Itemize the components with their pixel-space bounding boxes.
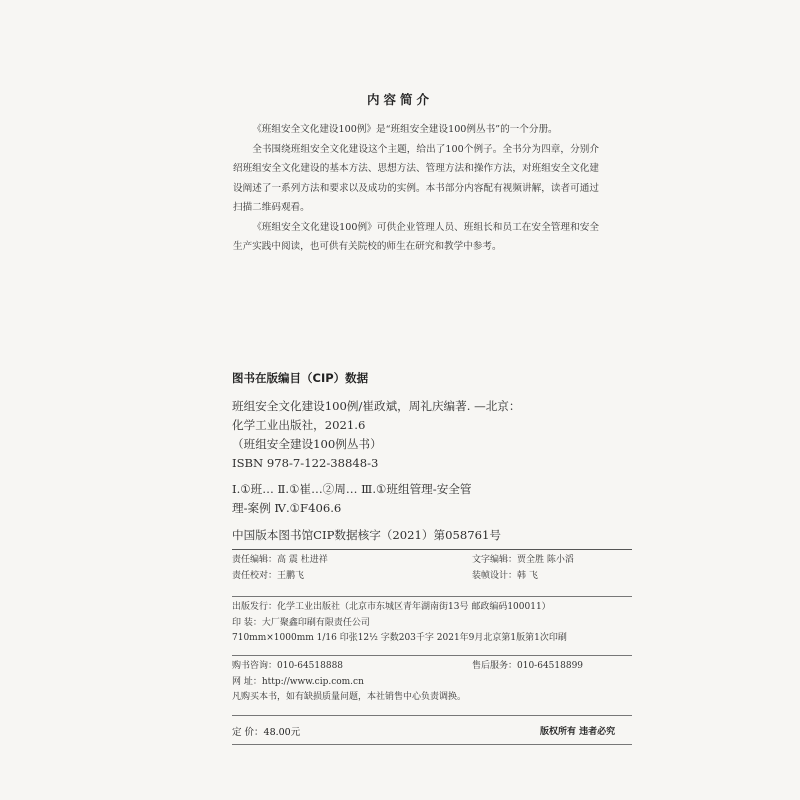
cip-line: （班组安全建设100例丛书） — [232, 437, 382, 451]
divider — [232, 549, 632, 550]
printer: 印 装：大厂聚鑫印刷有限责任公司 — [232, 617, 370, 628]
publication-block — [232, 600, 632, 647]
cip-number: 中国版本图书馆CIP数据核字（2021）第058761号 — [232, 528, 501, 542]
staff-block — [232, 553, 632, 584]
cip-line: ISBN 978-7-122-38848-3 — [232, 456, 379, 470]
rights-notice: 版权所有 违者必究 — [540, 727, 616, 737]
intro-paragraph: 《班组安全文化建设100例》是“班组安全建设100例丛书”的一个分册。 — [252, 124, 558, 135]
cip-line: 班组安全文化建设100例/崔政斌，周礼庆编著. —北京： — [232, 399, 521, 413]
intro-title: 内容简介 — [366, 92, 433, 107]
proofreader: 责任校对：王鹏飞 — [232, 570, 305, 581]
contact-block — [232, 659, 632, 706]
publisher: 出版发行：化学工业出版社（北京市东城区青年湖南街13号 邮政编码100011） — [232, 602, 551, 612]
intro-paragraph: 《班组安全文化建设100例》可供企业管理人员、班组长和员工在安全管理和安全生产实践中阅读，也可供有关院校的师生在研究和教学中参考。 — [233, 221, 599, 252]
divider — [232, 596, 632, 597]
divider — [232, 744, 632, 745]
website: 网 址：http://www.cip.com.cn — [232, 676, 364, 687]
text-editor: 文字编辑：贾全胜 陈小滔 — [472, 555, 574, 565]
editor: 责任编辑：高 震 杜进祥 — [232, 555, 328, 565]
cip-block — [232, 397, 592, 545]
divider — [232, 715, 632, 716]
designer: 装帧设计：韩 飞 — [472, 570, 538, 581]
cip-title: 图书在版编目（CIP）数据 — [232, 371, 369, 385]
cip-line: 化学工业出版社，2021.6 — [232, 418, 366, 432]
intro-text — [233, 120, 599, 257]
cip-line: Ⅰ.①班… Ⅱ.①崔…②周… Ⅲ.①班组管理-安全管 — [232, 482, 472, 496]
divider — [232, 655, 632, 656]
price: 定 价：48.00元 — [232, 727, 301, 738]
cip-line: 理-案例 Ⅳ.①F406.6 — [232, 501, 342, 515]
intro-paragraph: 全书围绕班组安全文化建设这个主题，给出了100个例子。全书分为四章，分别介绍班组安全文化建设的基本方法、思想方法、管理方法和操作方法，对班组安全文化建设阐述了一系列方法和要求以及成功的实例。本书部分内容配有视频讲解，读者可通过扫描二维码观看。 — [233, 143, 599, 213]
notice: 凡购买本书，如有缺损质量问题，本社销售中心负责调换。 — [232, 692, 467, 702]
purchase-phone: 购书咨询：010-64518888 — [232, 661, 344, 671]
print-specs: 710mm×1000mm 1/16 印张12½ 字数203千字 2021年9月北京第1版第1次印刷 — [232, 633, 567, 643]
after-sales-phone: 售后服务：010-64518899 — [472, 661, 584, 671]
